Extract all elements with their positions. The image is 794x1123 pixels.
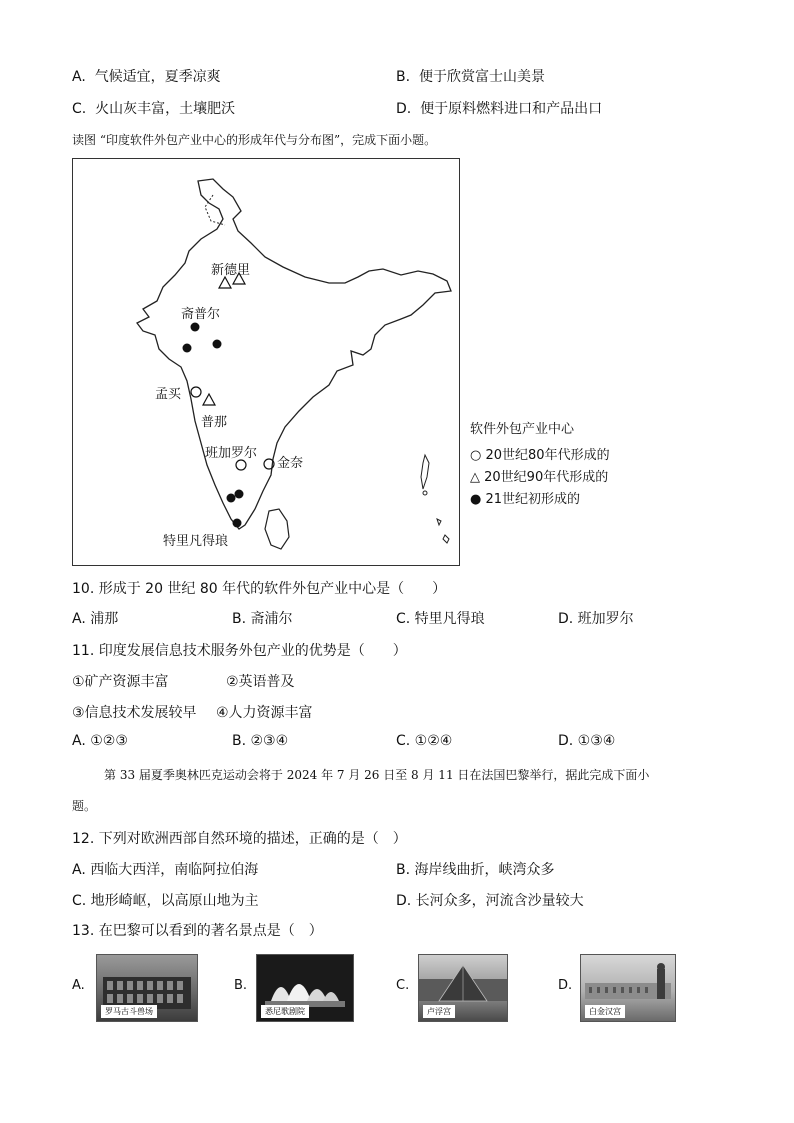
q10-stem: 10. 形成于 20 世纪 80 年代的软件外包产业中心是（ ） xyxy=(72,581,447,597)
olympics-intro-line-1: 第 33 届夏季奥林匹克运动会将于 2024 年 7 月 26 日至 8 月 11 日在法国巴黎举行，据此完成下面小 xyxy=(104,768,650,782)
dot-west-2 xyxy=(213,340,222,349)
triangle-icon: △ xyxy=(470,470,480,485)
option-text: 气候适宜，夏季凉爽 xyxy=(94,69,221,85)
q12-option-d[interactable]: D. 长河众多，河流含沙量较大 xyxy=(396,893,584,909)
trivandrum-dot xyxy=(233,519,242,528)
option-text: 便于原料燃料进口和产品出口 xyxy=(420,101,603,117)
legend-item-90s: △ 20世纪90年代形成的 xyxy=(470,470,609,485)
option-letter: D. xyxy=(396,101,412,117)
india-outline xyxy=(73,159,459,565)
q13-option-c-letter[interactable]: C. xyxy=(396,978,410,993)
label-jaipur: 斋普尔 xyxy=(181,307,221,322)
dot-south-1 xyxy=(227,494,236,503)
q11-statement-2: ②英语普及 xyxy=(226,674,295,690)
label-pune: 普那 xyxy=(201,415,228,430)
label-new-delhi: 新德里 xyxy=(211,263,251,278)
q11-option-c[interactable]: C. ①②④ xyxy=(396,733,453,749)
dot-west-1 xyxy=(183,344,192,353)
q13-photo-buckingham[interactable] xyxy=(580,954,676,1022)
q13-option-b-letter[interactable]: B. xyxy=(234,978,248,993)
q11-statement-4: ④人力资源丰富 xyxy=(216,705,313,721)
legend-item-21c: ● 21世纪初形成的 xyxy=(470,492,581,507)
map-intro: 读图 “印度软件外包产业中心的形成年代与分布图”，完成下面小题。 xyxy=(72,133,437,147)
pune-triangle xyxy=(203,394,215,405)
label-bangalore: 班加罗尔 xyxy=(205,446,258,461)
q11-stem: 11. 印度发展信息技术服务外包产业的优势是（ ） xyxy=(72,643,407,659)
q9-option-a[interactable] xyxy=(72,66,221,86)
q13-photo-sydney-opera[interactable] xyxy=(256,954,354,1022)
legend-item-80s: ○ 20世纪80年代形成的 xyxy=(470,448,610,463)
q10-option-d[interactable]: D. 班加罗尔 xyxy=(558,611,634,627)
q13-photo-colosseum[interactable] xyxy=(96,954,198,1022)
q11-statement-1: ①矿产资源丰富 xyxy=(72,674,169,690)
q12-option-c[interactable]: C. 地形崎岖，以高原山地为主 xyxy=(72,893,259,909)
olympics-intro-line-2: 题。 xyxy=(72,799,97,813)
india-map xyxy=(72,158,460,566)
jaipur-dot xyxy=(191,323,200,332)
option-letter: A. xyxy=(72,69,86,85)
q10-option-a[interactable]: A. 浦那 xyxy=(72,611,119,627)
option-letter: B. xyxy=(396,69,411,85)
q12-option-b[interactable]: B. 海岸线曲折，峡湾众多 xyxy=(396,862,555,878)
filled-circle-icon: ● xyxy=(470,492,482,507)
q13-option-d-letter[interactable]: D. xyxy=(558,978,573,993)
q13-photo-louvre[interactable] xyxy=(418,954,508,1022)
caption-colosseum: 罗马古斗兽场 xyxy=(101,1005,157,1018)
circle-icon: ○ xyxy=(470,448,482,463)
q10-option-b[interactable]: B. 斋浦尔 xyxy=(232,611,293,627)
caption-buckingham: 白金汉宫 xyxy=(585,1005,625,1018)
q11-option-d[interactable]: D. ①③④ xyxy=(558,733,616,749)
label-trivandrum: 特里凡得琅 xyxy=(163,534,229,549)
option-text: 便于欣赏富士山美景 xyxy=(418,69,545,85)
q11-statement-3: ③信息技术发展较早 xyxy=(72,705,197,721)
mumbai-circle xyxy=(191,387,201,397)
q9-option-c[interactable] xyxy=(72,98,235,118)
option-text: 火山灰丰富，土壤肥沃 xyxy=(95,101,236,117)
label-mumbai: 孟买 xyxy=(155,387,182,402)
q12-option-a[interactable]: A. 西临大西洋，南临阿拉伯海 xyxy=(72,862,259,878)
bangalore-circle xyxy=(236,460,246,470)
q9-option-b[interactable] xyxy=(396,66,545,86)
q11-option-a[interactable]: A. ①②③ xyxy=(72,733,128,749)
q10-option-c[interactable]: C. 特里凡得琅 xyxy=(396,611,485,627)
label-chennai: 金奈 xyxy=(277,456,304,471)
q13-option-a-letter[interactable]: A. xyxy=(72,978,85,993)
caption-louvre: 卢浮宫 xyxy=(423,1005,455,1018)
new-delhi-triangle-1 xyxy=(219,277,231,288)
dot-south-2 xyxy=(235,490,244,499)
q9-option-d[interactable] xyxy=(396,98,602,118)
q12-stem: 12. 下列对欧洲西部自然环境的描述，正确的是（ ） xyxy=(72,831,407,847)
caption-sydney-opera: 悉尼歌剧院 xyxy=(261,1005,309,1018)
option-letter: C. xyxy=(72,101,87,117)
q11-option-b[interactable]: B. ②③④ xyxy=(232,733,289,749)
legend-title: 软件外包产业中心 xyxy=(470,422,575,437)
q13-stem: 13. 在巴黎可以看到的著名景点是（ ） xyxy=(72,923,323,939)
